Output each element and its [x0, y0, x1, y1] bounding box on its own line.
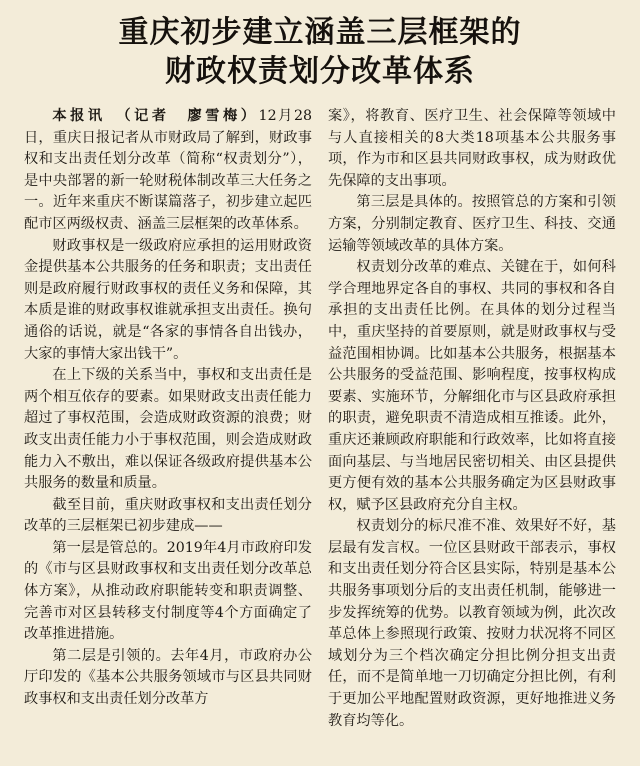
paragraph: [24, 106, 312, 236]
paragraph: 财政事权是一级政府应承担的运用财政资金提供基本公共服务的任务和职责；支出责任则是政府履行财政事权的责任义务和保障，其本质是谁的财政事权谁就承担支出责任。换句通俗的话说，就是“各家的事情各自出钱办，大家的事情大家出钱干”。: [24, 237, 312, 362]
byline: 本报讯 （记者 廖雪梅）: [52, 108, 259, 124]
paragraph: 第二层是引领的。去年4月，市政府办公厅印发的《基本公共服务领域市与区县共同财政事权和支出责任划分改革方: [24, 647, 312, 708]
right-column: [328, 106, 616, 732]
paragraph: 第三层是具体的。按照管总的方案和引领方案，分别制定教育、医疗卫生、科技、交通运输等领域改革的具体方案。: [328, 194, 616, 254]
paragraph: 权责划分改革的难点、关键在于，如何科学合理地界定各自的事权、共同的事权和各自承担的支出责任比例。在具体的划分过程当中，重庆坚持的首要原则，就是财政事权与受益范围相协调。比如基本公共服务，根据基本公共服务的受益范围、影响程度，按事权构成要素、实施环节，分解细化市与区县政府承担的职责，避免职责不清造成相互推诿。此外，重庆还兼顾政府职能和行政效率，比如将直接面向基层、与当地居民密切相关、由区县提供更方便有效的基本公共服务确定为区县财政事权，赋予区县政府充分自主权。: [328, 259, 616, 513]
article-body: [24, 106, 616, 732]
paragraph: 权责划分的标尺准不准、效果好不好，基层最有发言权。一位区县财政干部表示，事权和支出责任划分符合区县实际，特别是基本公共服务事项划分后的支出责任机制，能够进一步发挥统筹的优势。以教育领域为例，此次改革总体上参照现行政策、按财力状况将不同区域划分为三个档次确定分担比例分担支出责任，而不是简单地一刀切确定分担比例，有利于更加公平地配置财政资源，更好地推进义务教育均等化。: [328, 518, 616, 729]
left-column: [24, 106, 312, 732]
paragraph-text: 12月28日，重庆日报记者从市财政局了解到，财政事权和支出责任划分改革（简称“权责划分”），是中央部署的新一轮财税体制改革三大任务之一。近年来重庆不断谋篇落子，初步建立起匹配市区两级权责、涵盖三层框架的改革体系。: [24, 108, 313, 232]
headline-line-2: 财政权责划分改革体系: [165, 54, 475, 89]
headline: [24, 14, 616, 92]
paragraph-continued: 案》，将教育、医疗卫生、社会保障等领域中与人直接相关的8大类18项基本公共服务事项，作为市和区县共同财政事权，成为财政优先保障的支出事项。: [328, 108, 616, 189]
paragraph: 截至目前，重庆财政事权和支出责任划分改革的三层框架已初步建成——: [24, 496, 312, 535]
headline-line-1: 重庆初步建立涵盖三层框架的: [118, 15, 522, 50]
paragraph: 在上下级的关系当中，事权和支出责任是两个相互依存的要素。如果财政支出责任能力超过了事权范围，会造成财政资源的浪费；财政支出责任能力小于事权范围，则会造成财政能力入不敷出，难以保证各级政府提供基本公共服务的数量和质量。: [24, 367, 312, 492]
paragraph: 第一层是管总的。2019年4月市政府印发的《市与区县财政事权和支出责任划分改革总体方案》，从推动政府职能转变和职责调整、完善市对区县转移支付制度等4个方面确定了改革推进措施。: [24, 539, 312, 643]
